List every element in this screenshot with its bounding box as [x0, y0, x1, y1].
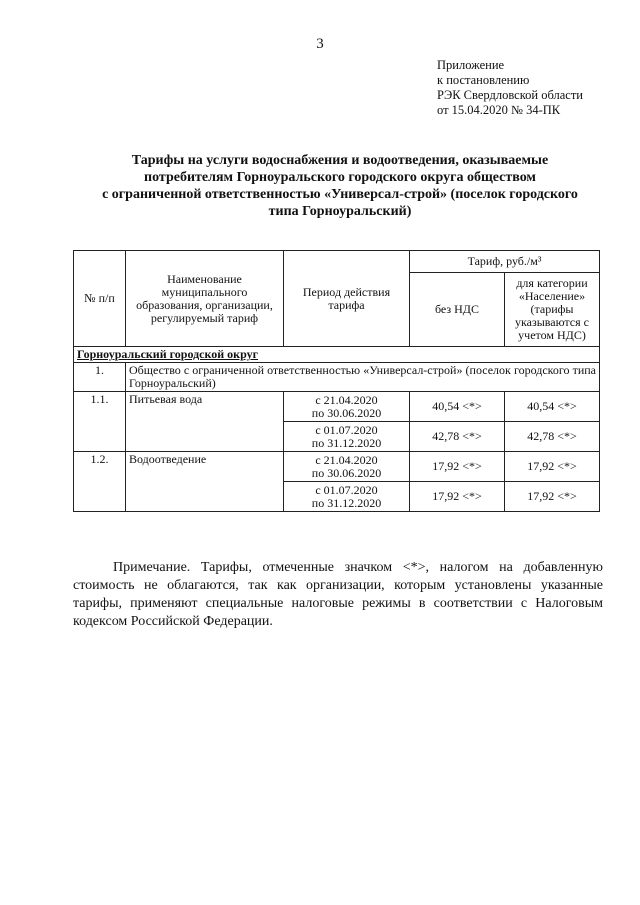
period-from: с 21.04.2020: [315, 452, 378, 467]
region-name: Горноуральский городской округ: [74, 347, 600, 363]
service-name: Водоотведение: [126, 452, 284, 512]
appendix-line: Приложение: [437, 58, 505, 72]
tariff-population: 17,92 <*>: [505, 482, 600, 512]
appendix-line: к постановлению: [437, 73, 530, 87]
appendix-block: [437, 58, 583, 118]
header-tariff: Тариф, руб./м³: [410, 251, 600, 273]
header-num: № п/п: [74, 251, 126, 347]
service-num: 1.1.: [74, 392, 126, 452]
tariff-no-vat: 17,92 <*>: [410, 452, 505, 482]
header-no-vat: без НДС: [410, 273, 505, 347]
period-cell: [284, 422, 410, 452]
header-period: Период действия тарифа: [284, 251, 410, 347]
period-from: с 01.07.2020: [315, 422, 378, 437]
title-line: с ограниченной ответственностью «Универсал-строй» (поселок городского: [102, 187, 578, 202]
table-header-row: [74, 251, 600, 273]
title-line: Тарифы на услуги водоснабжения и водоотведения, оказываемые: [131, 153, 549, 168]
period-to: по 31.12.2020: [311, 435, 382, 450]
table-row: [74, 452, 600, 482]
tariff-table: [73, 250, 600, 512]
header-population: для категории «Население» (тарифы указываются с учетом НДС): [505, 273, 600, 347]
title-line: типа Горноуральский): [268, 204, 412, 219]
title-line: потребителям Горноуральского городского округа обществом: [144, 170, 536, 185]
document-title: [70, 152, 610, 220]
org-num: 1.: [74, 363, 126, 392]
table-row: [74, 392, 600, 422]
period-from: с 21.04.2020: [315, 392, 378, 407]
tariff-no-vat: 40,54 <*>: [410, 392, 505, 422]
period-cell: [284, 392, 410, 422]
service-name: Питьевая вода: [126, 392, 284, 452]
header-name: Наименование муниципального образования, организации, регулируемый тариф: [126, 251, 284, 347]
appendix-line: РЭК Свердловской области: [437, 88, 583, 102]
org-name: Общество с ограниченной ответственностью «Универсал-строй» (поселок городского типа Горноуральский): [126, 363, 600, 392]
org-row: [74, 363, 600, 392]
tariff-population: 42,78 <*>: [505, 422, 600, 452]
service-num: 1.2.: [74, 452, 126, 512]
tariff-no-vat: 42,78 <*>: [410, 422, 505, 452]
appendix-line: от 15.04.2020 № 34-ПК: [437, 103, 561, 117]
tariff-population: 17,92 <*>: [505, 452, 600, 482]
tariff-no-vat: 17,92 <*>: [410, 482, 505, 512]
region-row: [74, 347, 600, 363]
period-to: по 31.12.2020: [311, 495, 382, 510]
period-from: с 01.07.2020: [315, 482, 378, 497]
note-paragraph: Примечание. Тарифы, отмеченные значком <*>, налогом на добавленную стоимость не облагаются, так как организации, которым установлены указанные тарифы, применяют специальные налоговые режимы в соответствии с Налоговым кодексом Российской Федерации.: [73, 560, 603, 629]
period-to: по 30.06.2020: [311, 405, 382, 420]
period-cell: [284, 482, 410, 512]
page-number: 3: [316, 36, 324, 52]
tariff-population: 40,54 <*>: [505, 392, 600, 422]
period-to: по 30.06.2020: [311, 465, 382, 480]
period-cell: [284, 452, 410, 482]
